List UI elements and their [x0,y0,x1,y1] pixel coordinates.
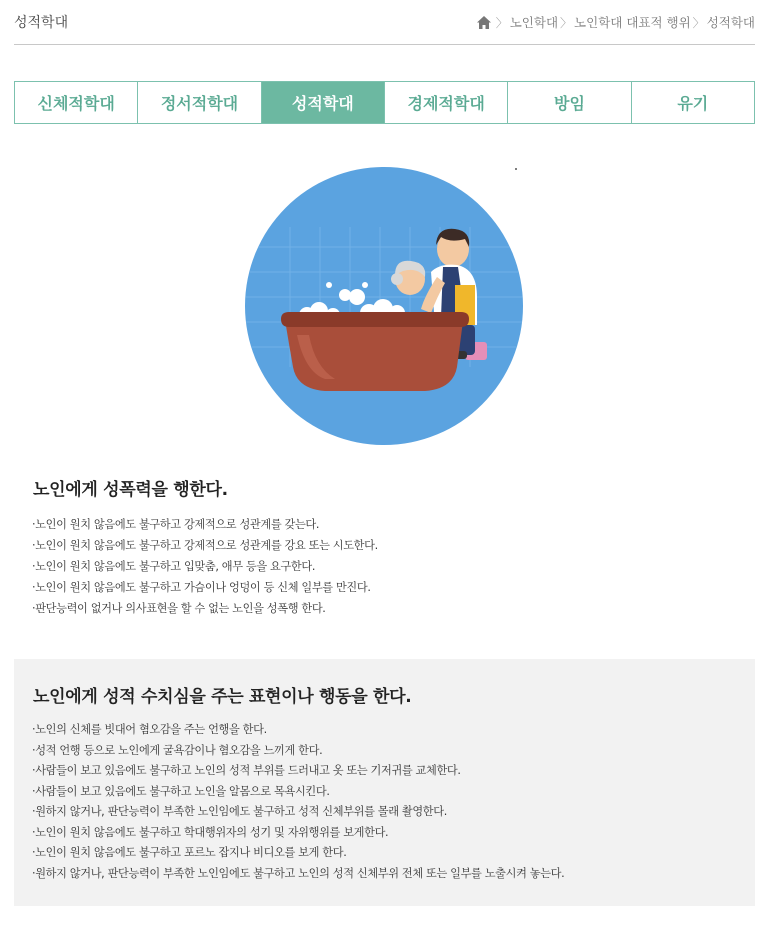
page-header [14,0,755,45]
section-sexual-humiliation [14,659,755,906]
list-item: ·사람들이 보고 있음에도 불구하고 노인을 알몸으로 목욕시킨다. [32,784,330,798]
list-item: ·노인이 원치 않음에도 불구하고 가슴이나 엉덩이 등 신체 일부를 만진다. [32,581,371,594]
list-item: ·노인이 원치 않음에도 불구하고 강제적으로 성관계를 갖는다. [32,518,320,531]
page-title: 성적학대 [14,15,69,31]
breadcrumb-item-current[interactable]: 성적학대 [706,15,755,30]
tab-financial-abuse[interactable]: 경제적학대 [385,82,508,123]
category-tabs [14,81,755,124]
list-item: ·노인이 원치 않음에도 불구하고 강제적으로 성관계를 강요 또는 시도한다. [32,539,378,552]
section-sexual-violence [14,475,755,619]
breadcrumb [477,13,755,31]
list-item: ·노인이 원치 않음에도 불구하고 포르노 잡지나 비디오를 보게 한다. [32,846,347,859]
behavior-list [32,720,755,884]
tab-neglect[interactable]: 방임 [508,82,631,123]
tab-abandonment[interactable]: 유기 [677,94,709,113]
tab-emotional-abuse[interactable]: 정서적학대 [138,82,261,123]
list-item: ·원하지 않거나, 판단능력이 부족한 노인임에도 불구하고 노인의 성적 신체부위 전체 또는 일부를 노출시켜 놓는다. [32,866,565,880]
list-item: ·노인의 신체를 빗대어 혐오감을 주는 언행을 한다. [32,723,267,736]
section-title: 노인에게 성폭력을 행한다. [33,480,228,500]
section-title: 노인에게 성적 수치심을 주는 표현이나 행동을 한다. [33,687,412,707]
list-item: ·판단능력이 없거나 의사표현을 할 수 없는 노인을 성폭행 한다. [32,602,326,615]
bathing-illustration [245,167,523,445]
chevron-right-icon: 〉 [495,15,508,30]
list-item: ·사람들이 보고 있음에도 불구하고 노인의 성적 부위를 드러내고 옷 또는 기저귀를 교체한다. [32,764,461,777]
breadcrumb-item[interactable]: 노인학대 [509,15,559,30]
tab-sexual-abuse[interactable]: 성적학대 [262,82,385,123]
behavior-list [32,514,755,619]
chevron-right-icon: 〉 [560,15,573,30]
tab-physical-abuse[interactable]: 신체적학대 [15,82,138,123]
list-item: ·노인이 원치 않음에도 불구하고 입맞춤, 애무 등을 요구한다. [32,560,316,573]
list-item: ·노인이 원치 않음에도 불구하고 학대행위자의 성기 및 자위행위를 보게한다. [32,825,389,839]
chevron-right-icon: 〉 [692,15,705,30]
breadcrumb-item[interactable]: 노인학대 대표적 행위 [574,15,691,30]
list-item: ·원하지 않거나, 판단능력이 부족한 노인임에도 불구하고 성적 신체부위를 몰래 촬영한다. [32,805,447,818]
home-icon[interactable] [477,16,491,29]
list-item: ·성적 언행 등으로 노인에게 굴욕감이나 혐오감을 느끼게 한다. [32,743,323,757]
